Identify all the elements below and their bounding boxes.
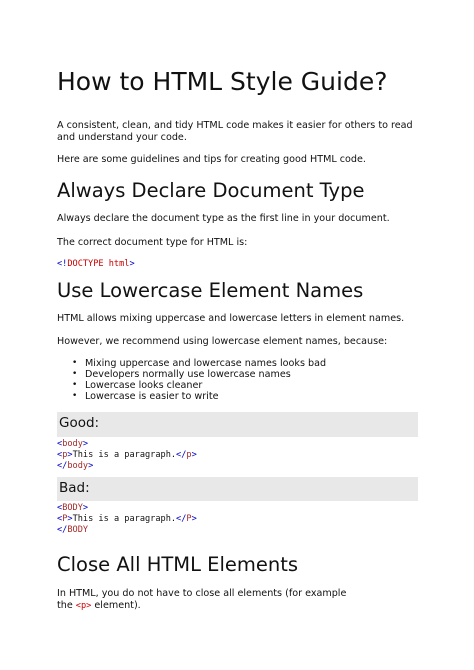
code-bracket: > [67, 450, 73, 460]
code-line [57, 450, 197, 461]
code-tag: p [186, 450, 192, 460]
code-line [57, 525, 197, 536]
good-code-block [57, 439, 197, 472]
lowercase-paragraph-1: HTML allows mixing uppercase and lowercase letters in element names. [57, 313, 405, 324]
code-bracket: > [191, 514, 197, 524]
paragraph-text: element). [91, 600, 141, 611]
list-item: • Lowercase looks cleaner [57, 380, 422, 391]
code-tag: P [186, 514, 192, 524]
code-bracket: </ [176, 450, 187, 460]
code-tag: P [62, 514, 68, 524]
code-attr: html [103, 259, 130, 269]
code-line [57, 503, 197, 514]
code-bracket: > [82, 439, 89, 449]
code-bracket: </ [176, 514, 187, 524]
bad-example-label: Bad: [59, 480, 90, 496]
code-bracket: > [67, 514, 73, 524]
intro-paragraph-2: Here are some guidelines and tips for creating good HTML code. [57, 154, 366, 165]
doctype-paragraph-2: The correct document type for HTML is: [57, 237, 248, 248]
code-bracket: > [191, 450, 197, 460]
code-bracket: </ [57, 525, 68, 535]
close-elements-paragraph [57, 588, 422, 612]
code-bracket: < [57, 450, 63, 460]
inline-code: <p> [75, 601, 92, 611]
code-line [57, 514, 197, 525]
intro-paragraph-1: A consistent, clean, and tidy HTML code makes it easier for others to read and understand your code. [57, 120, 413, 143]
code-bracket: < [57, 439, 63, 449]
close-elements-heading: Close All HTML Elements [57, 553, 299, 576]
paragraph-text: In HTML, you do not have to close all elements (for example [57, 588, 347, 599]
code-bracket: < [57, 503, 63, 513]
code-line [57, 461, 197, 472]
code-bracket: < [57, 514, 63, 524]
code-tag: p [62, 450, 68, 460]
page-title: How to HTML Style Guide? [57, 67, 388, 96]
code-keyword: DOCTYPE [67, 259, 104, 269]
bad-code-block [57, 503, 197, 536]
code-text: This is a paragraph. [72, 450, 177, 460]
list-item: • Lowercase is easier to write [57, 391, 422, 402]
code-text: This is a paragraph. [72, 514, 177, 524]
doctype-heading: Always Declare Document Type [57, 179, 365, 202]
code-bracket: > [82, 503, 89, 513]
reasons-list [57, 358, 422, 402]
code-tag: body [62, 439, 83, 449]
code-tag: BODY [67, 525, 89, 535]
code-tag: BODY [62, 503, 83, 513]
doctype-paragraph-1: Always declare the document type as the first line in your document. [57, 213, 390, 224]
lowercase-paragraph-2: However, we recommend using lowercase element names, because: [57, 336, 388, 347]
good-example-label-bar [57, 412, 418, 437]
doctype-code [57, 259, 135, 270]
paragraph-text: the [57, 600, 76, 611]
bad-example-label-bar [57, 477, 418, 501]
code-tag: body [67, 461, 89, 471]
list-item: • Developers normally use lowercase names [57, 369, 422, 380]
code-bracket: > [129, 259, 135, 269]
code-bracket: </ [57, 461, 68, 471]
code-bracket: > [88, 461, 94, 471]
code-bracket: <! [57, 259, 68, 269]
lowercase-heading: Use Lowercase Element Names [57, 279, 364, 302]
good-example-label: Good: [59, 415, 100, 431]
list-item: • Mixing uppercase and lowercase names looks bad [57, 358, 422, 369]
code-line [57, 439, 197, 450]
